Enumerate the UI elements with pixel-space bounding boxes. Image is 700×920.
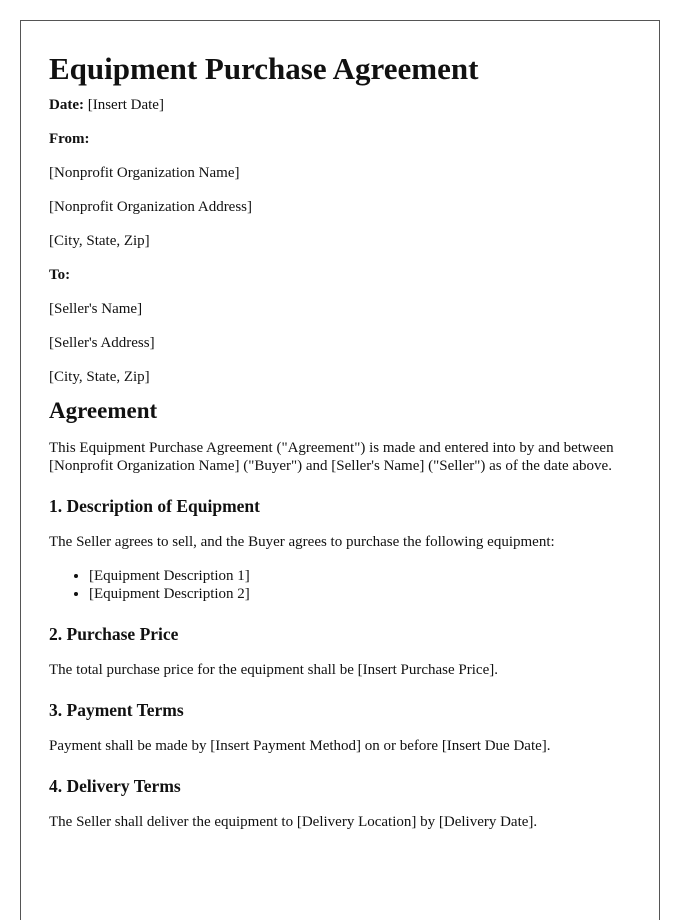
date-label: Date: xyxy=(49,97,84,113)
document-title: Equipment Purchase Agreement xyxy=(49,51,479,86)
section-4-text: The Seller shall deliver the equipment to [Delivery Location] by [Delivery Date]. xyxy=(49,814,538,830)
section-1-text: The Seller agrees to sell, and the Buyer agrees to purchase the following equipment: xyxy=(49,534,555,550)
list-item: • [Equipment Description 1] xyxy=(89,567,631,585)
document-page xyxy=(20,20,660,920)
date-line xyxy=(49,95,631,129)
section-1-heading: 1. Description of Equipment xyxy=(49,496,260,516)
from-org-name: [Nonprofit Organization Name] xyxy=(49,165,240,181)
list-item: • [Equipment Description 2] xyxy=(89,585,631,603)
section-3-heading: 3. Payment Terms xyxy=(49,700,184,720)
section-2-heading: 2. Purchase Price xyxy=(49,624,179,644)
from-label: From: xyxy=(49,131,90,147)
equipment-list xyxy=(49,567,631,603)
from-label-line xyxy=(49,129,631,163)
to-seller-address: [Seller's Address] xyxy=(49,335,155,351)
date-value: [Insert Date] xyxy=(87,97,164,113)
agreement-intro: This Equipment Purchase Agreement ("Agreement") is made and entered into by and between [Nonprofit Organization Name] ("Buyer") and [Seller's Name] ("Seller") as of the date above. xyxy=(49,440,614,474)
to-label-line xyxy=(49,265,631,299)
agreement-heading: Agreement xyxy=(49,398,158,423)
from-city-state-zip: [City, State, Zip] xyxy=(49,233,150,249)
to-city-state-zip: [City, State, Zip] xyxy=(49,369,150,385)
section-3-text: Payment shall be made by [Insert Payment Method] on or before [Insert Due Date]. xyxy=(49,738,551,754)
section-4-heading: 4. Delivery Terms xyxy=(49,776,181,796)
section-2-text: The total purchase price for the equipment shall be [Insert Purchase Price]. xyxy=(49,662,498,678)
to-seller-name: [Seller's Name] xyxy=(49,301,143,317)
from-org-address: [Nonprofit Organization Address] xyxy=(49,199,253,215)
to-label: To: xyxy=(49,267,71,283)
